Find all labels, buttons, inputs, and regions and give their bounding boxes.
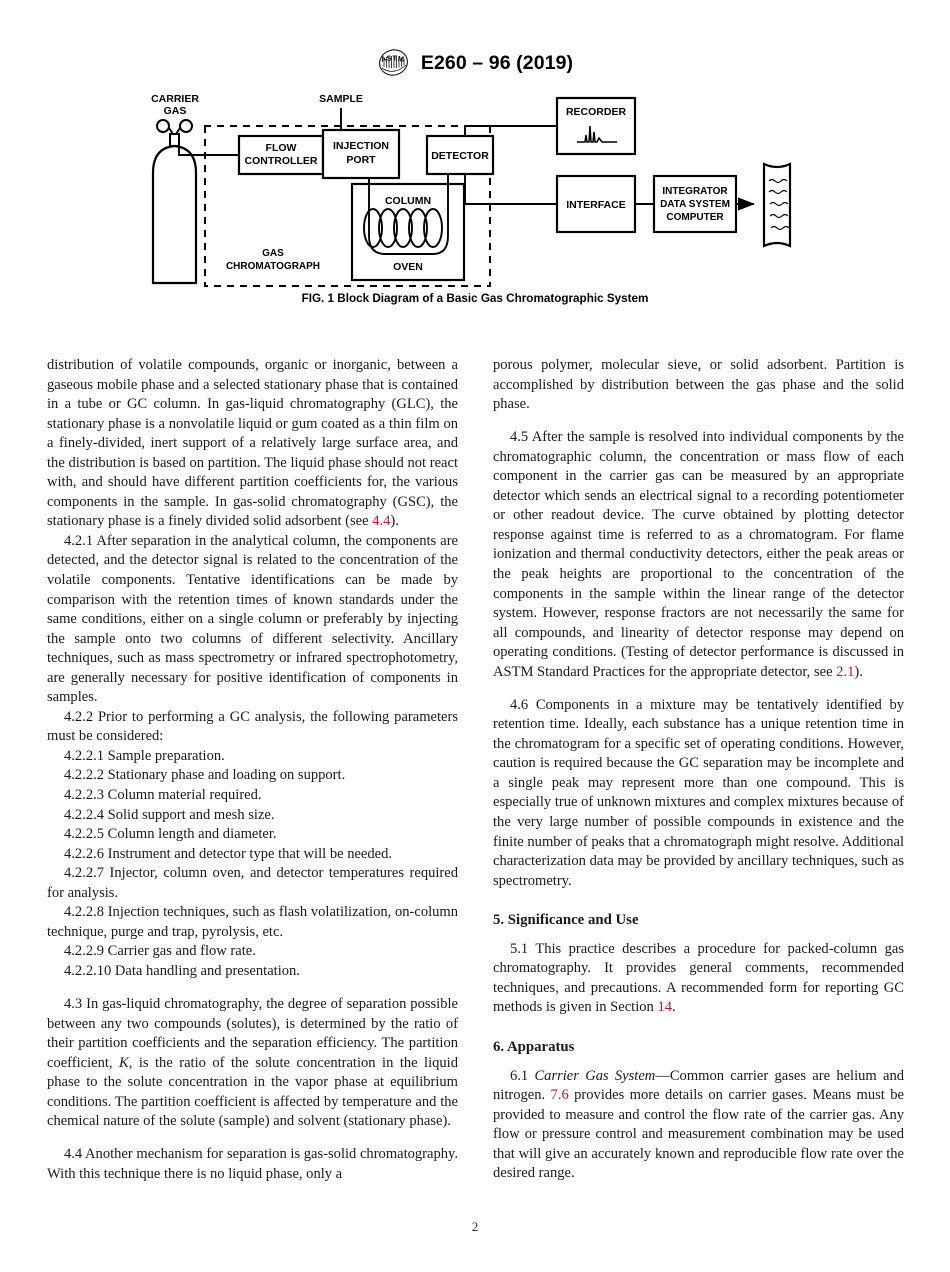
paragraph-5-1 — [493, 940, 904, 1018]
figure-label-carrier-gas-1: CARRIER — [151, 93, 199, 105]
page-header — [0, 48, 950, 82]
paragraph-4-4: 4.4 Another mechanism for separation is gas-solid chromatography. With this technique there is no liquid phase, only a — [47, 1146, 458, 1182]
para-6-1-text-b: provides more details on carrier gases. Means must be provided to measure and control the flow rate of the carrier gas. Any flow or pressure control and measurement combination may be used that will give an accurately known and reproducible flow rate over the desired range. — [493, 1087, 904, 1182]
term-carrier-gas-system: Carrier Gas System — [534, 1067, 656, 1084]
cross-reference-14[interactable]: 14 — [657, 999, 672, 1016]
figure-label-oven: OVEN — [393, 261, 423, 273]
figure-label-carrier-gas-2: GAS — [163, 105, 187, 117]
figure-caption: FIG. 1 Block Diagram of a Basic Gas Chromatographic System — [301, 292, 649, 305]
paragraph-4-6: 4.6 Components in a mixture may be tentatively identified by retention time. Ideally, each substance has a unique retention time in the chromatogram for a specific set of operating conditions. However, caution is required because the GC separation may be incomplete and a single peak may represent more than one compound. This is especially true of unknown mixtures and complex mixtures because of the very large number of possible compounds in existence and the finite number of peaks that a chromatograph might resolve. Additional characterization data may be provided by ancillary techniques, such as spectrometry. — [493, 696, 904, 889]
para-5-1-text-b: . — [672, 999, 676, 1016]
paragraph-continued-left — [47, 356, 458, 532]
figure-label-controller: CONTROLLER — [244, 155, 318, 167]
para-6-1-text-a: —Common carrier gases are helium and nitrogen. — [493, 1067, 904, 1104]
list-item-4-2-2-5: 4.2.2.5 Column length and diameter. — [64, 826, 277, 843]
figure-label-data-system: DATA SYSTEM — [660, 199, 730, 210]
para-5-1-text-a: 5.1 This practice describes a procedure for packed-column gas chromatography. It provides general comments, recommended techniques, and precautions. A recommended form for reporting GC methods is given in Section — [493, 940, 904, 1016]
list-item-4-2-2-1: 4.2.2.1 Sample preparation. — [64, 747, 225, 764]
figure-label-port: PORT — [346, 154, 376, 166]
list-item-4-2-2-7: 4.2.2.7 Injector, column oven, and detector temperatures required for analysis. — [47, 865, 458, 901]
para-4-3-text-b: , is the ratio of the solute concentration in the liquid phase to the solute concentration in the vapor phase at equilibrium conditions. The partition coefficient is affected by temperature and the chemical nature of the solute (sample) and solvent (stationary phase). — [47, 1054, 458, 1130]
paragraph-continued-right: porous polymer, molecular sieve, or solid adsorbent. Partition is accomplished by distribution between the gas phase and the solid phase. — [493, 357, 904, 413]
astm-logo-icon — [377, 48, 411, 78]
list-item-4-2-2-6: 4.2.2.6 Instrument and detector type that will be needed. — [64, 845, 393, 862]
list-item-4-2-2-8: 4.2.2.8 Injection techniques, such as flash volatilization, on-column technique, purge and trap, pyrolysis, etc. — [47, 904, 458, 940]
figure-1-block-diagram — [0, 88, 950, 313]
symbol-K: K — [119, 1054, 129, 1071]
paragraph-4-5 — [493, 428, 904, 682]
carrier-gas-cylinder-icon — [153, 120, 196, 283]
section-heading-6-wrapper — [493, 1038, 904, 1058]
cross-reference-4-4[interactable]: 4.4 — [372, 513, 391, 530]
section-heading-6: 6. Apparatus — [493, 1038, 575, 1055]
figure-label-detector: DETECTOR — [431, 150, 489, 162]
figure-label-recorder: RECORDER — [565, 106, 627, 118]
figure-label-sample: SAMPLE — [319, 93, 363, 105]
para-4-5-text-b: ). — [854, 663, 863, 680]
figure-label-gas: GAS — [262, 248, 284, 259]
figure-label-flow: FLOW — [265, 142, 297, 154]
para-text-tail: ). — [390, 513, 399, 530]
list-item-4-2-2-4: 4.2.2.4 Solid support and mesh size. — [64, 806, 275, 823]
figure-label-chromatograph: CHROMATOGRAPH — [225, 261, 321, 272]
printout-sheet-icon — [764, 164, 790, 246]
svg-text:M: M — [397, 54, 405, 64]
para-6-1-number: 6.1 — [510, 1067, 535, 1084]
figure-label-interface: INTERFACE — [566, 199, 626, 211]
list-item-4-2-2-10: 4.2.2.10 Data handling and presentation. — [64, 962, 300, 979]
list-item-4-2-2-2: 4.2.2.2 Stationary phase and loading on support. — [64, 767, 346, 784]
section-heading-5-wrapper — [493, 911, 904, 931]
para-text: distribution of volatile compounds, organic or inorganic, between a gaseous mobile phase and a selected stationary phase that is contained in a tube or GC column. In gas-liquid chromatography (GLC), the stationary phase is a nonvolatile liquid or gum coated as a thin film on a finely-divided, inert support of a relatively large surface area, and the distribution is based on partition. The liquid phase should not react with, and should have different partition coefficients for, the various components in the sample. In gas-solid chromatography (GSC), the stationary phase is a finely divided solid adsorbent (see — [47, 357, 458, 530]
right-column — [493, 356, 904, 1206]
para-4-3-text-a: 4.3 In gas-liquid chromatography, the degree of separation possible between any two compounds (solutes), is determined by the ratio of their partition coefficients and the separation efficiency. The partition coefficient, — [47, 996, 458, 1071]
figure-label-injection: INJECTION — [332, 140, 390, 152]
cross-reference-2-1[interactable]: 2.1 — [836, 663, 855, 680]
para-4-5-text-a: 4.5 After the sample is resolved into individual components by the chromatographic column, the concentration or mass flow of each component in the carrier gas can be measured by an appropriate detector which sends an electrical signal to a recording potentiometer or other readout device. The curve obtained by plotting detector response against time is referred to as a chromatogram. For flame ionization and thermal conductivity detectors, either the peak areas or the peak heights are proportional to the concentration of the components in the sample within the linear range of the detector system. However, response fractors are not necessarily the same for all compounds, and linearity of detector response may depend on operating conditions. (Testing of detector performance is discussed in ASTM Standard Practices for the appropriate detector, see — [493, 429, 904, 680]
paragraph-4-3 — [47, 995, 458, 1132]
figure-label-integrator: INTEGRATOR — [662, 186, 728, 197]
svg-text:T: T — [392, 53, 397, 63]
cross-reference-7-6[interactable]: 7.6 — [550, 1087, 569, 1104]
paragraph-6-1 — [493, 1067, 904, 1184]
paragraph-4-2-2: 4.2.2 Prior to performing a GC analysis, the following parameters must be considered: — [47, 708, 458, 745]
left-column — [47, 356, 458, 1206]
svg-text:A: A — [379, 53, 388, 64]
figure-label-column: COLUMN — [384, 195, 432, 207]
list-item-4-2-2-9: 4.2.2.9 Carrier gas and flow rate. — [64, 943, 256, 960]
figure-label-computer: COMPUTER — [666, 212, 724, 223]
paragraph-4-2-1: 4.2.1 After separation in the analytical column, the components are detected, and the detector signal is related to the concentration of the volatile components. Tentative identifications can be made by comparison with the retention times of known standards under the same conditions, either on a single column or preferably by injecting the sample onto two columns of different selectivity. Ancillary techniques, such as mass spectrometry or infrared spectrophotometry, are generally necessary for positive identification of components in samples. — [47, 532, 458, 706]
list-item-4-2-2-3: 4.2.2.3 Column material required. — [64, 787, 262, 804]
svg-text:S: S — [385, 53, 393, 63]
body-columns — [47, 356, 904, 1206]
section-heading-5: 5. Significance and Use — [493, 912, 639, 929]
document-designation: E260 – 96 (2019) — [420, 51, 574, 74]
page-number: 2 — [471, 1219, 479, 1234]
